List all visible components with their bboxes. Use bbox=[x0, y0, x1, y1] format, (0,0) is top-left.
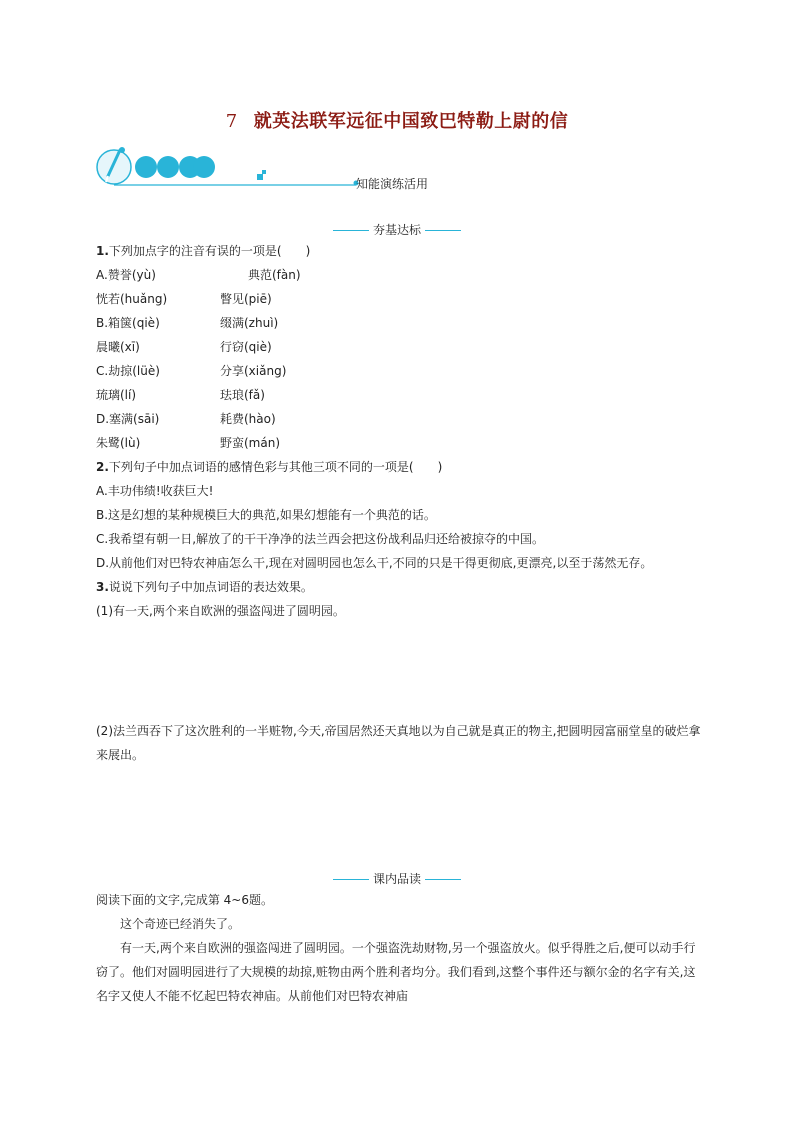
reading-passage bbox=[96, 888, 701, 1008]
banner-label: 知能演练活用 bbox=[356, 177, 429, 191]
option-row: C.我希望有朝一日,解放了的干干净净的法兰西会把这份战利品归还给被掠夺的中国。 bbox=[96, 532, 545, 546]
banner-square-icon bbox=[257, 174, 263, 180]
pen-icon bbox=[97, 147, 131, 184]
lesson-number: 7 bbox=[225, 111, 238, 132]
heading-rule bbox=[333, 879, 369, 880]
sub-question-2 bbox=[96, 719, 701, 767]
heading-rule bbox=[425, 879, 461, 880]
question-stem: 3.说说下列句子中加点词语的表达效果。 bbox=[96, 580, 313, 594]
option-row: 晨曦(xī) 行窃(qiè) bbox=[96, 340, 272, 354]
option-row: D.塞满(sāi) 耗费(hào) bbox=[96, 412, 276, 426]
passage-paragraph: 有一天,两个来自欧洲的强盗闯进了圆明园。一个强盗洗劫财物,另一个强盗放火。似乎得胜之后,便可以动手行窃了。他们对圆明园进行了大规模的劫掠,赃物由两个胜利者均分。我们看到,这整个事件还与额尔金的名字有关,这名字又使人不能不忆起巴特农神庙。从前他们对巴特农神庙 bbox=[96, 941, 696, 1003]
option-row: B.箱箧(qiè) 缀满(zhuì) bbox=[96, 316, 279, 330]
section-heading-basic bbox=[0, 221, 794, 238]
sub-question: (2)法兰西吞下了这次胜利的一半赃物,今天,帝国居然还天真地以为自己就是真正的物主,把圆明园富丽堂皇的破烂拿来展出。 bbox=[96, 724, 701, 762]
banner-dot bbox=[157, 156, 179, 178]
reading-intro: 阅读下面的文字,完成第 4~6题。 bbox=[96, 893, 273, 907]
option-row: B.这是幻想的某种规模巨大的典范,如果幻想能有一个典范的话。 bbox=[96, 508, 436, 522]
option-row: D.从前他们对巴特农神庙怎么干,现在对圆明园也怎么干,不同的只是干得更彻底,更漂亮,以至于荡然无存。 bbox=[96, 556, 653, 570]
passage-paragraph: 这个奇迹已经消失了。 bbox=[120, 917, 241, 931]
option-row: A.丰功伟绩!收获巨大! bbox=[96, 484, 214, 498]
option-row: C.劫掠(lüè) 分享(xiǎng) bbox=[96, 364, 287, 378]
option-row: 恍若(huǎng) 瞥见(piē) bbox=[96, 292, 272, 306]
heading-rule bbox=[425, 230, 461, 231]
section-heading-text: 夯基达标 bbox=[372, 223, 421, 237]
option-row: 琉璃(lí) 珐琅(fǎ) bbox=[96, 388, 265, 402]
section-heading-reading bbox=[0, 870, 794, 887]
question-1 bbox=[96, 239, 701, 623]
heading-rule bbox=[333, 230, 369, 231]
option-row: A.赞誉(yù) 典范(fàn) bbox=[96, 268, 301, 282]
banner-square-icon bbox=[262, 170, 266, 174]
option-row: 朱鹭(lù) 野蛮(mán) bbox=[96, 436, 281, 450]
question-stem: 2.下列句子中加点词语的感情色彩与其他三项不同的一项是( ) bbox=[96, 460, 443, 474]
banner-dot bbox=[135, 156, 157, 178]
section-heading-text: 课内品读 bbox=[372, 872, 421, 886]
page-title bbox=[0, 107, 794, 133]
question-stem: 1.下列加点字的注音有误的一项是( ) bbox=[96, 244, 311, 258]
sub-question: (1)有一天,两个来自欧洲的强盗闯进了圆明园。 bbox=[96, 604, 345, 618]
lesson-title: 就英法联军远征中国致巴特勒上尉的信 bbox=[253, 111, 569, 132]
banner-dot bbox=[193, 156, 215, 178]
